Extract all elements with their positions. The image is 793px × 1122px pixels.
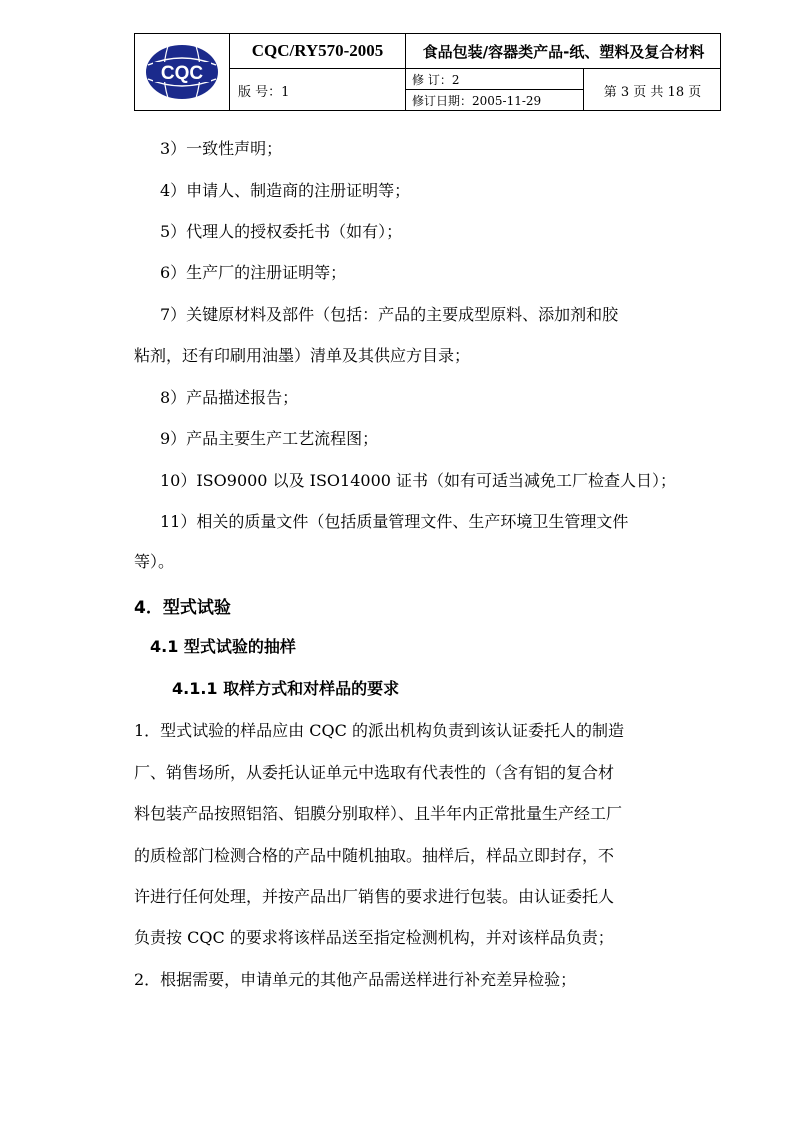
paragraph-line: 料包装产品按照铝箔、铝膜分别取样）、且半年内正常批量生产经工厂 bbox=[134, 804, 623, 823]
paragraph-line: 的质检部门检测合格的产品中随机抽取。抽样后，样品立即封存，不 bbox=[134, 846, 615, 865]
list-item: 9）产品主要生产工艺流程图； bbox=[160, 429, 379, 448]
paragraph-line: 2．根据需要，申请单元的其他产品需送样进行补充差异检验； bbox=[134, 970, 577, 989]
section-heading-4: 4．型式试验 bbox=[134, 598, 231, 618]
paragraph-line: 厂、销售场所，从委托认证单元中选取有代表性的（含有铝的复合材 bbox=[134, 763, 615, 782]
paragraph-line: 负责按 CQC 的要求将该样品送至指定检测机构，并对该样品负责； bbox=[134, 928, 614, 947]
list-item: 6）生产厂的注册证明等； bbox=[160, 263, 347, 282]
doc-title: 食品包装/容器类产品-纸、塑料及复合材料 bbox=[406, 34, 721, 69]
paragraph-line: 许进行任何处理，并按产品出厂销售的要求进行包装。由认证委托人 bbox=[134, 887, 615, 906]
list-item: 7）关键原材料及部件（包括：产品的主要成型原料、添加剂和胶 bbox=[160, 305, 619, 324]
section-heading-4-1: 4.1 型式试验的抽样 bbox=[150, 637, 296, 656]
list-item-continued: 等）。 bbox=[134, 552, 175, 571]
logo-text: CQC bbox=[160, 63, 204, 84]
section-heading-4-1-1: 4.1.1 取样方式和对样品的要求 bbox=[172, 679, 400, 698]
cqc-logo-icon bbox=[144, 43, 220, 101]
list-item-continued: 粘剂，还有印刷用油墨）清单及其供应方目录； bbox=[134, 346, 471, 365]
doc-code: CQC/RY570-2005 bbox=[230, 34, 406, 69]
revision-date: 修订日期：2005-11-29 bbox=[406, 90, 584, 111]
list-item: 3）一致性声明； bbox=[160, 139, 283, 158]
list-item: 11）相关的质量文件（包括质量管理文件、生产环境卫生管理文件 bbox=[160, 512, 629, 531]
list-item: 5）代理人的授权委托书（如有）； bbox=[160, 222, 403, 241]
logo-cell bbox=[135, 34, 230, 111]
document-header bbox=[134, 33, 721, 111]
list-item: 8）产品描述报告； bbox=[160, 388, 299, 407]
list-item: 10）ISO9000 以及 ISO14000 证书（如有可适当减免工厂检查人日）； bbox=[160, 471, 677, 490]
version-number: 版 号：1 bbox=[230, 69, 406, 111]
page-info: 第 3 页 共 18 页 bbox=[603, 84, 702, 100]
paragraph-line: 1．型式试验的样品应由 CQC 的派出机构负责到该认证委托人的制造 bbox=[134, 721, 624, 740]
list-item: 4）申请人、制造商的注册证明等； bbox=[160, 181, 411, 200]
revision-number: 修 订：2 bbox=[406, 69, 584, 90]
